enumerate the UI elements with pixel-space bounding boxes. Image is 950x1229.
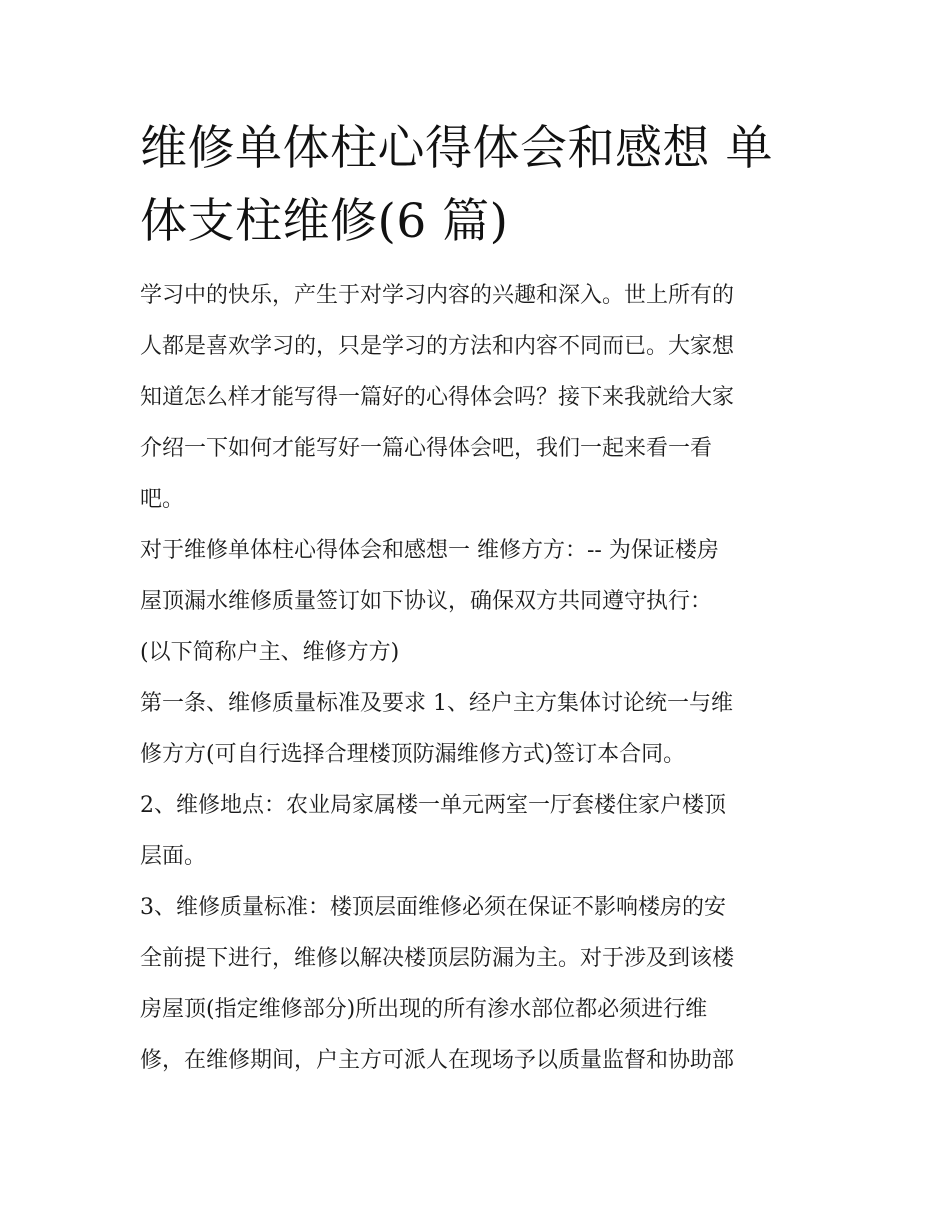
body-line: 知道怎么样才能写得一篇好的心得体会吗？接下来我就给大家 xyxy=(140,385,735,410)
document-title xyxy=(140,112,816,258)
body-line: 2、维修地点：农业局家属楼一单元两室一厅套楼住家户楼顶 xyxy=(140,793,726,818)
title-line-2: 体支柱维修(6 篇) xyxy=(140,194,509,249)
body-line: 全前提下进行，维修以解决楼顶层防漏为主。对于涉及到该楼 xyxy=(140,946,735,971)
body-line: 对于维修单体柱心得体会和感想一 维修方方：-- 为保证楼房 xyxy=(140,538,719,563)
body-line: 人都是喜欢学习的，只是学习的方法和内容不同而已。大家想 xyxy=(140,334,735,359)
body-line: 层面。 xyxy=(140,844,207,869)
body-line: 修，在维修期间，户主方可派人在现场予以质量监督和协助部 xyxy=(140,1048,735,1073)
document-body xyxy=(140,270,816,1086)
body-line: 修方方(可自行选择合理楼顶防漏维修方式)签订本合同。 xyxy=(140,742,686,767)
body-line: 3、维修质量标准：楼顶层面维修必须在保证不影响楼房的安 xyxy=(140,895,726,920)
body-line: 吧。 xyxy=(140,487,185,512)
title-line-1: 维修单体柱心得体会和感想 单 xyxy=(140,121,773,176)
body-line: 房屋顶(指定维修部分)所出现的所有渗水部位都必须进行维 xyxy=(140,997,708,1022)
body-line: 第一条、维修质量标准及要求 1、经户主方集体讨论统一与维 xyxy=(140,691,733,716)
body-line: 学习中的快乐，产生于对学习内容的兴趣和深入。世上所有的 xyxy=(140,283,735,308)
body-line: 介绍一下如何才能写好一篇心得体会吧，我们一起来看一看 xyxy=(140,436,713,461)
body-line: 屋顶漏水维修质量签订如下协议，确保双方共同遵守执行： xyxy=(140,589,713,614)
body-line: (以下简称户主、维修方方) xyxy=(140,640,400,665)
document-page xyxy=(140,112,816,1086)
